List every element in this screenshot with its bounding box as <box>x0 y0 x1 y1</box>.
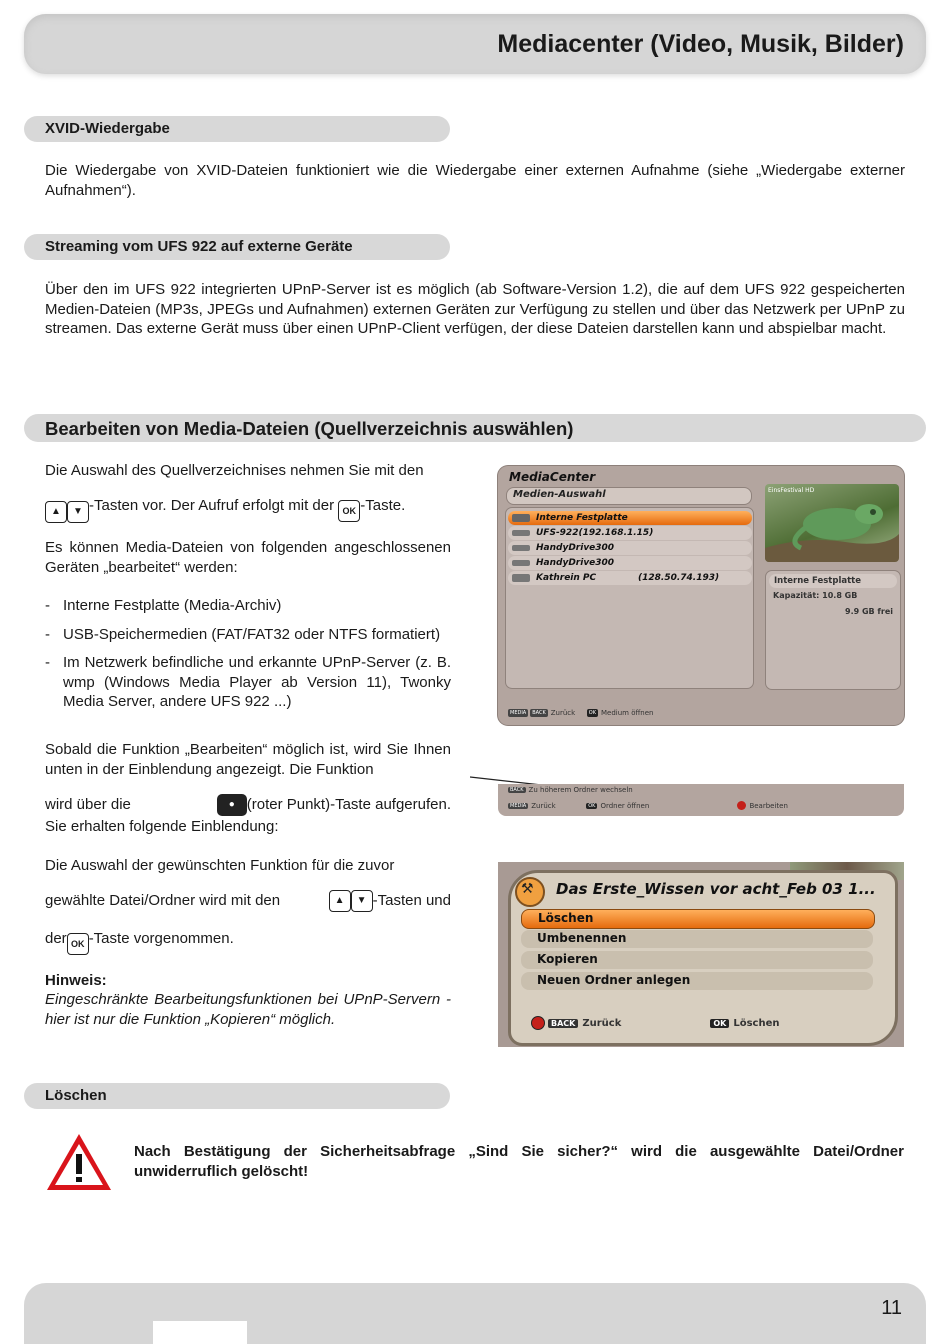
list-item: - USB-Speichermedien (FAT/FAT32 oder NTFS formatiert) <box>45 625 441 643</box>
note-text: Eingeschränkte Bearbeitungsfunktionen bei UPnP-Servern - hier ist nur die Funktion „Kopieren“ möglich. <box>45 991 451 1028</box>
media-key-icon: MEDIA <box>510 710 527 716</box>
screen2-footer: MEDIA Zurück OK Ordner öffnen Bearbeiten <box>510 801 788 810</box>
edit-intro-mid: -Tasten vor. Der Aufruf erfolgt mit der <box>89 497 335 514</box>
network-pc-icon <box>512 574 530 582</box>
footer-tab-highlight <box>153 1321 247 1344</box>
back-key-icon: BACK <box>532 710 546 716</box>
down-key-icon: ▼ <box>351 890 373 912</box>
usb-icon <box>512 545 530 551</box>
red-dot-key-icon: ● <box>217 794 247 816</box>
edit-footer-screen <box>498 784 904 816</box>
ok-key-icon: OK <box>588 710 596 716</box>
list-item: - Im Netzwerk befindliche und erkannte UPnP-Server (z. B. wmp (Windows Media Player ab Version 11), Twonky Media Server, andere UFS 922 ...) <box>45 654 451 710</box>
info-capacity: Kapazität: 10.8 GB <box>773 591 858 600</box>
edit-overlay-text: Sie erhalten folgende Einblendung: <box>45 818 279 835</box>
page-number: 11 <box>881 1297 902 1319</box>
warning-triangle-icon <box>45 1132 113 1192</box>
edit-menu-title: Das Erste_Wissen vor acht_Feb 03 1... <box>556 880 876 898</box>
edit-red-key-line: wird über die ● (roter Punkt)-Taste aufgerufen. <box>45 794 451 816</box>
menu-item-delete[interactable]: Löschen <box>521 909 875 929</box>
back-key-icon: BACK <box>510 787 524 793</box>
ok-key-icon: OK <box>710 1019 729 1028</box>
edit-menu-footer: BACK Zurück OK Löschen <box>531 1016 780 1030</box>
parent-folder-hint: BACK Zu höherem Ordner wechseln <box>510 786 633 794</box>
device-item[interactable]: HandyDrive300 <box>508 541 752 555</box>
edit-select-text: Die Auswahl der gewünschten Funktion für die zuvor <box>45 857 395 874</box>
preview-image <box>765 484 899 562</box>
menu-item-copy[interactable]: Kopieren <box>521 951 873 969</box>
section-heading-streaming: Streaming vom UFS 922 auf externe Geräte <box>45 238 353 255</box>
device-menu <box>508 511 752 585</box>
ok-key-icon: OK <box>338 500 360 522</box>
media-key-icon: MEDIA <box>510 802 527 809</box>
usb-icon <box>512 560 530 566</box>
bullet-dash: - <box>45 654 50 671</box>
mediacenter-title: MediaCenter <box>509 470 596 484</box>
red-dot-icon <box>531 1016 545 1030</box>
edit-intro-keys <box>45 496 465 523</box>
edit-intro: Die Auswahl des Quellverzeichnises nehmen Sie mit den <box>45 462 424 479</box>
edit-function-text: Sobald die Funktion „Bearbeiten“ möglich ist, wird Sie Ihnen unten in der Einblendung angezeigt. Die Funktion <box>45 741 451 778</box>
device-item[interactable]: Kathrein PC (128.50.74.193) <box>508 571 752 585</box>
device-item[interactable]: UFS-922(192.168.1.15) <box>508 526 752 540</box>
delete-warning-text: Nach Bestätigung der Sicherheitsabfrage „Sind Sie sicher?“ wird die ausgewählte Datei/Ordner unwiderruflich gelöscht! <box>134 1143 904 1180</box>
edit-select-keys: gewählte Datei/Ordner wird mit den ▲ ▼ -Tasten und <box>45 890 451 912</box>
streaming-paragraph: Über den im UFS 922 integrierten UPnP-Server ist es möglich (ab Software-Version 1.2), die auf dem UFS 922 gespeicherten Medien-Dateien (MP3s, JPEGs und Aufnahmen) externen Geräten zur Verfügung zu stellen und über das Netzwerk per UPnP zu streamen. Das externe Gerät muss über einen UPnP-Client verfügen, der diese Dateien darstellen kann und abspielbar macht. <box>45 281 905 337</box>
wrench-icon: ⚒ <box>521 880 534 896</box>
ok-key-icon: OK <box>588 802 596 809</box>
info-title: Interne Festplatte <box>769 574 897 588</box>
screen1-footer: MEDIA BACK Zurück OK Medium öffnen <box>510 709 654 717</box>
menu-item-new-folder[interactable]: Neuen Ordner anlegen <box>521 972 873 990</box>
info-panel <box>765 570 901 690</box>
xvid-paragraph: Die Wiedergabe von XVID-Dateien funktioniert wie die Wiedergabe einer externen Aufnahme (siehe „Wiedergabe externer Aufnahmen“). <box>45 162 905 199</box>
edit-intro-end: -Taste. <box>360 497 406 514</box>
device-item[interactable]: HandyDrive300 <box>508 556 752 570</box>
device-list <box>45 596 451 712</box>
red-dot-icon <box>737 801 746 810</box>
menu-item-rename[interactable]: Umbenennen <box>521 930 873 948</box>
bullet-dash: - <box>45 597 50 614</box>
list-item: - Interne Festplatte (Media-Archiv) <box>45 597 282 614</box>
mediacenter-subtitle: Medien-Auswahl <box>513 489 606 500</box>
page-title: Mediacenter (Video, Musik, Bilder) <box>497 30 904 58</box>
mediacenter-screen <box>498 466 904 725</box>
up-key-icon: ▲ <box>329 890 351 912</box>
edit-devices-intro: Es können Media-Dateien von folgenden angeschlossenen Geräten „bearbeitet“ werden: <box>45 539 451 576</box>
back-key-icon: BACK <box>548 1019 578 1028</box>
edit-select-ok: der OK -Taste vorgenommen. <box>45 929 234 955</box>
ok-key-icon: OK <box>67 933 89 955</box>
section-heading-edit: Bearbeiten von Media-Dateien (Quellverzeichnis auswählen) <box>45 418 574 439</box>
preview-channel: EinsFestival HD <box>768 487 815 494</box>
usb-icon <box>512 530 530 536</box>
note-label: Hinweis: <box>45 972 107 989</box>
section-heading-xvid: XVID-Wiedergabe <box>45 120 170 137</box>
down-key-icon: ▼ <box>67 501 89 523</box>
info-free: 9.9 GB frei <box>845 607 893 616</box>
hdd-icon <box>512 514 530 522</box>
device-item-selected[interactable]: Interne Festplatte <box>508 511 752 525</box>
edit-menu-panel <box>508 870 898 1046</box>
chameleon-image <box>765 484 899 562</box>
edit-menu-screen <box>498 862 904 1047</box>
section-heading-delete: Löschen <box>45 1087 107 1104</box>
up-key-icon: ▲ <box>45 501 67 523</box>
bullet-dash: - <box>45 625 50 643</box>
